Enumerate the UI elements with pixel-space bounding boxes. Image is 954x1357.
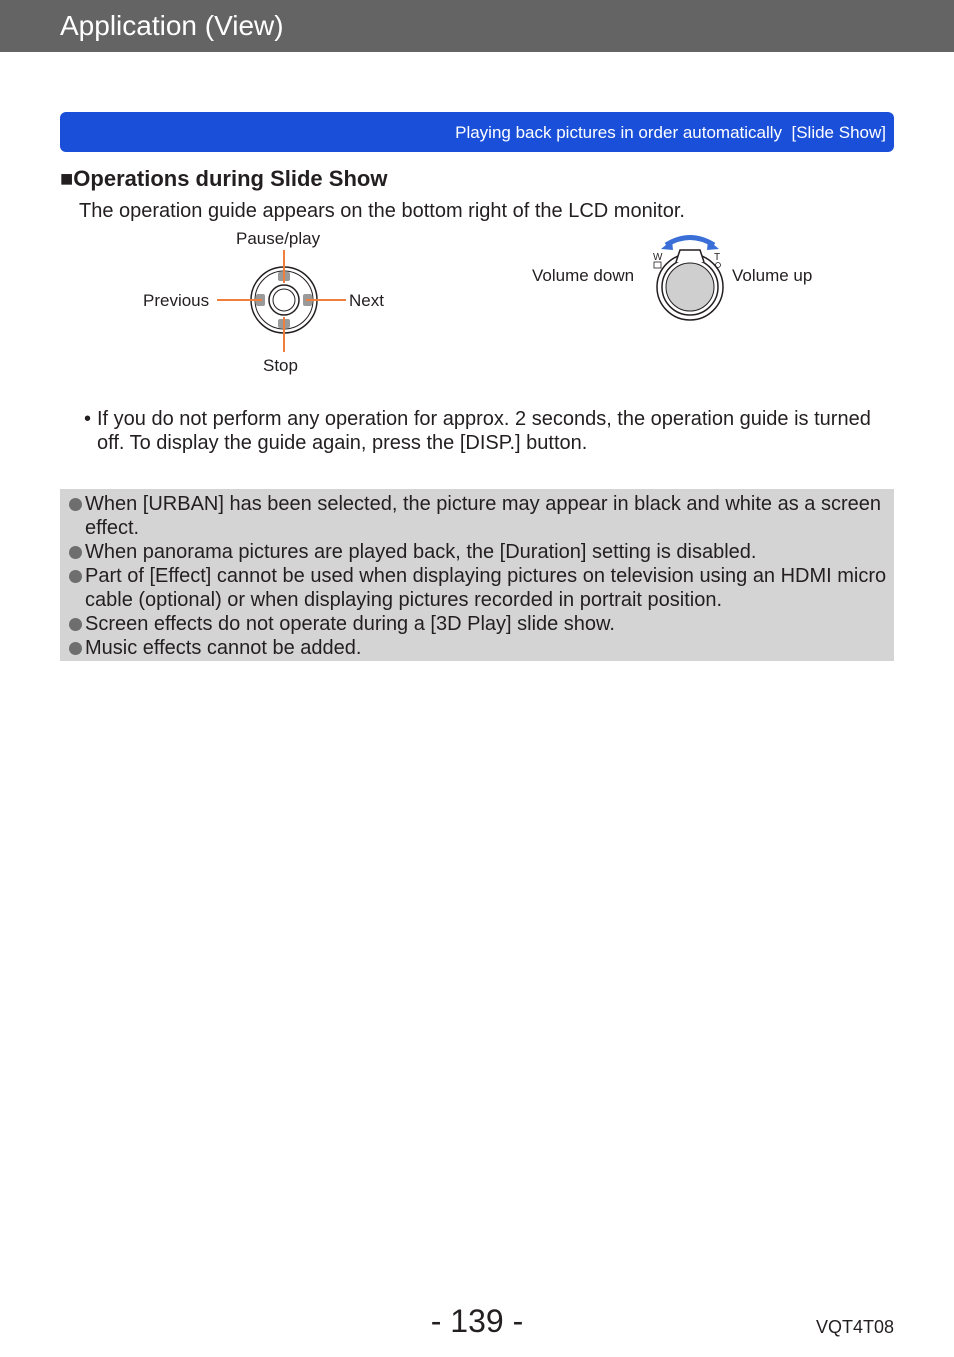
- operation-guide-note: [84, 407, 874, 455]
- document-code: VQT4T08: [815, 1317, 894, 1337]
- volume-up-label: Volume up: [732, 266, 813, 285]
- square-bullet-icon: ■: [60, 166, 74, 191]
- info-list: [68, 492, 888, 660]
- section-title: Playing back pictures in order automatically [Slide Show]: [455, 123, 886, 142]
- note-bullet: •: [84, 408, 92, 430]
- page-title: Application (View): [60, 10, 284, 41]
- info-item: Part of [Effect] cannot be used when displaying pictures on television using an HDMI micro cable (optional) or when displaying pictures recorded in portrait position.: [68, 564, 888, 612]
- info-item: Screen effects do not operate during a [3D Play] slide show.: [68, 612, 888, 636]
- volume-down-label: Volume down: [532, 266, 635, 285]
- bullet-dot-icon: [69, 642, 82, 655]
- info-item: When panorama pictures are played back, the [Duration] setting is disabled.: [68, 540, 888, 564]
- w-mark: W: [653, 252, 663, 263]
- info-box: [60, 489, 894, 661]
- pause-play-label: Pause/play: [236, 229, 321, 248]
- stop-label: Stop: [263, 356, 298, 375]
- bullet-dot-icon: [69, 570, 82, 583]
- controls-diagram: [0, 0, 954, 400]
- operations-heading-text: Operations during Slide Show: [73, 166, 388, 191]
- bullet-dot-icon: [69, 498, 82, 511]
- info-item: When [URBAN] has been selected, the picture may appear in black and white as a screen effect.: [68, 492, 888, 540]
- page-number: - 139 -: [430, 1303, 524, 1339]
- bullet-dot-icon: [69, 618, 82, 631]
- bullet-dot-icon: [69, 546, 82, 559]
- t-mark: T: [714, 252, 721, 263]
- info-item: Music effects cannot be added.: [68, 636, 888, 660]
- operations-intro: The operation guide appears on the bottom right of the LCD monitor.: [79, 200, 685, 222]
- previous-label: Previous: [143, 291, 210, 310]
- note-text: If you do not perform any operation for approx. 2 seconds, the operation guide is turned off. To display the guide again, press the [DISP.] button.: [97, 408, 871, 454]
- next-label: Next: [349, 291, 384, 310]
- zoom-lever-icon: [654, 238, 723, 321]
